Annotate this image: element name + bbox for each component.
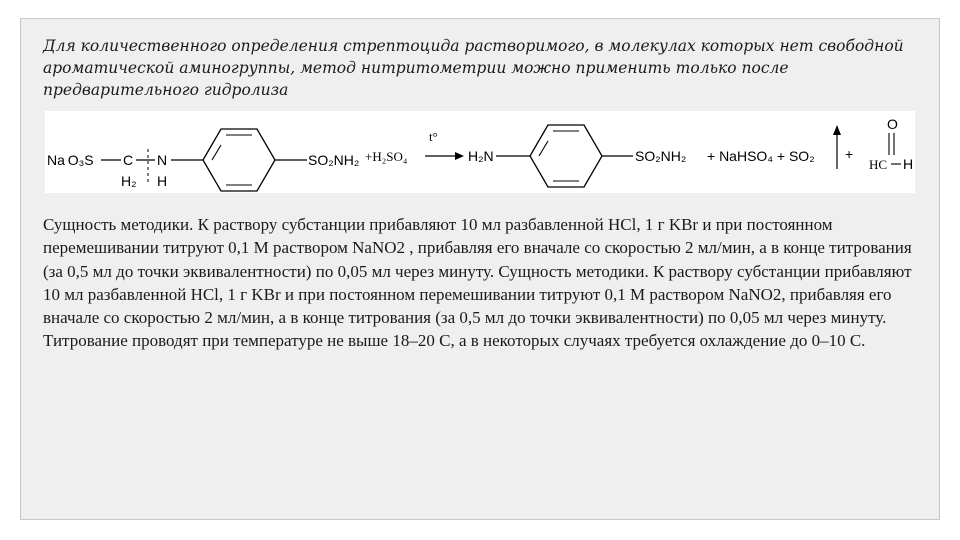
aldehyde-h: H <box>903 156 914 172</box>
arrow-condition: t° <box>429 129 438 144</box>
gas-arrow-head-icon <box>833 125 841 135</box>
aldehyde-hc: HC <box>869 157 888 172</box>
h2so4-label: +H₂SO₄ <box>365 149 408 164</box>
carbon-label: C <box>123 152 134 168</box>
slide <box>20 18 940 520</box>
reaction-scheme <box>45 111 915 193</box>
h-label: H <box>157 173 168 189</box>
intro-paragraph: Для количественного определения стрептоцида растворимого, в молекулах которых нет свободной ароматической аминогруппы, метод нитритометрии можно применить только после предварительного гидролиза <box>43 37 904 99</box>
arrow-head-icon <box>455 152 464 160</box>
aldehyde-oxygen: O <box>887 116 898 132</box>
h2-label: H₂ <box>121 173 137 189</box>
benzene-ring-icon <box>530 125 602 187</box>
method-paragraph: Сущность методики. К раствору субстанции прибавляют 10 мл разбавленной HCl, 1 г KBr и при постоянном перемешивании титруют 0,1 М раствором NaNO2 , прибавляя его вначале со скоростью 2 мл/мин, а в конце титрования (за 0,5 мл до точки эквивалентности) по 0,05 мл через минуту. Сущность методики. К раствору субстанции прибавляют 10 мл разбавленной HCl, 1 г KBr и при постоянном перемешивании титруют 0,1 М раствором NaNO2, прибавляя его вначале со скоростью 2 мл/мин, а в конце титрования (за 0,5 мл до точки эквивалентности) по 0,05 мл через минуту. Титрование проводят при температуре не выше 18–20 С, а в некоторых случаях требуется охлаждение до 0–10 С. <box>43 215 912 351</box>
reactant-nao3s: Na O₃S <box>47 152 94 168</box>
so2nh2-left: SO₂NH₂ <box>308 152 360 168</box>
so2nh2-right: SO₂NH₂ <box>635 148 687 164</box>
plus-sign: + <box>845 146 854 162</box>
nitrogen-label: N <box>157 152 168 168</box>
h2n-label: H₂N <box>468 148 494 164</box>
reaction-scheme-svg <box>45 111 915 193</box>
benzene-ring-icon <box>203 129 275 191</box>
byproducts-label: + NaHSO₄ + SO₂ <box>707 148 815 164</box>
